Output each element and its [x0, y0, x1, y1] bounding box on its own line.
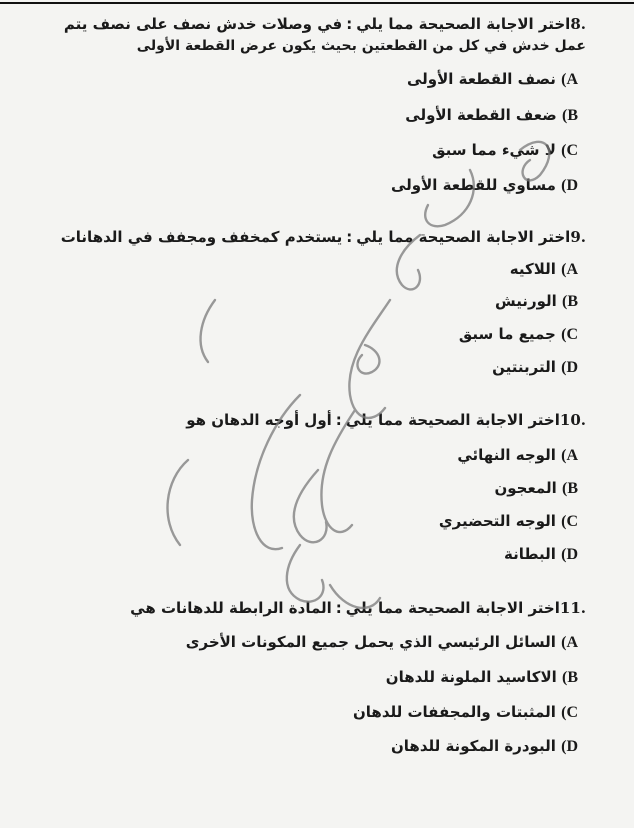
stamp-stroke — [201, 300, 215, 362]
option-8-d — [391, 176, 586, 195]
option-text: السائل الرئيسي الذي يحمل جميع المكونات الأخرى — [185, 633, 556, 651]
stamp-stroke — [168, 460, 188, 545]
option-letter: A) — [561, 447, 578, 464]
option-letter: C) — [561, 326, 578, 343]
option-8-c — [432, 141, 586, 160]
question-text: المادة الرابطة للدهانات هي — [130, 599, 332, 617]
option-text: البودرة المكونة للدهان — [390, 737, 556, 755]
question-9-stem — [61, 227, 586, 247]
question-10-stem — [186, 410, 586, 430]
question-prefix: اختر الاجابة الصحيحة مما يلي — [345, 599, 560, 617]
question-9 — [61, 227, 586, 247]
option-text: الاكاسيد الملونة للدهان — [385, 668, 557, 686]
option-text: مساوي للقطعة الأولى — [391, 176, 556, 194]
option-letter: D) — [561, 546, 578, 563]
option-letter: A) — [561, 261, 578, 278]
question-separator: : — [346, 228, 353, 246]
option-text: التربنتين — [492, 358, 556, 376]
option-letter: A) — [561, 71, 578, 88]
option-letter: A) — [561, 634, 578, 651]
option-text: الوجه النهائي — [457, 446, 556, 464]
option-11-b — [386, 668, 586, 687]
option-8-a — [407, 70, 586, 89]
question-8 — [64, 14, 586, 56]
question-number: .9 — [570, 228, 586, 246]
option-text: نصف القطعة الأولى — [406, 70, 556, 88]
top-rule — [0, 2, 634, 4]
option-text: ضعف القطعة الأولى — [405, 106, 557, 124]
question-prefix: اختر الاجابة الصحيحة مما يلي — [356, 15, 571, 33]
question-10 — [186, 410, 586, 430]
stamp-stroke — [349, 300, 390, 418]
question-text: أول أوجه الدهان هو — [186, 411, 332, 429]
option-9-c — [459, 325, 586, 344]
option-letter: C) — [561, 513, 578, 530]
question-separator: : — [335, 411, 342, 429]
option-10-a — [457, 446, 586, 465]
option-10-b — [494, 479, 586, 498]
option-text: البطانة — [504, 545, 556, 563]
question-number: .11 — [559, 599, 586, 617]
question-number: .10 — [559, 411, 586, 429]
option-letter: C) — [561, 142, 578, 159]
option-9-a — [510, 260, 586, 279]
option-8-b — [405, 106, 586, 125]
option-text: المثبتات والمجففات للدهان — [353, 703, 556, 721]
option-10-c — [439, 512, 586, 531]
question-number: .8 — [570, 15, 586, 33]
option-text: اللاكيه — [509, 260, 556, 278]
option-letter: B) — [562, 293, 578, 310]
option-letter: B) — [562, 480, 578, 497]
stamp-stroke — [357, 345, 379, 374]
question-8-stem-line2: عمل خدش في كل من القطعتين بحيث يكون عرض القطعة الأولى — [136, 38, 586, 54]
option-11-a — [186, 633, 586, 652]
option-text: لا شيء مما سبق — [432, 141, 556, 159]
option-letter: B) — [562, 669, 578, 686]
stamp-stroke — [294, 470, 327, 542]
option-letter: C) — [561, 704, 578, 721]
question-text: يستخدم كمخفف ومجفف في الدهانات — [60, 228, 343, 246]
option-text: الورنيش — [494, 292, 557, 310]
option-10-d — [504, 545, 586, 564]
question-separator: : — [346, 15, 353, 33]
option-letter: B) — [562, 107, 578, 124]
option-text: الوجه التحضيري — [438, 512, 556, 530]
question-separator: : — [335, 599, 342, 617]
question-11 — [130, 598, 586, 618]
stamp-stroke — [287, 545, 324, 602]
option-text: جميع ما سبق — [458, 325, 556, 343]
option-letter: D) — [561, 177, 578, 194]
option-text: المعجون — [494, 479, 557, 497]
option-9-d — [492, 358, 586, 377]
option-11-d — [391, 737, 586, 756]
question-prefix: اختر الاجابة الصحيحة مما يلي — [345, 411, 560, 429]
question-11-stem — [130, 598, 586, 618]
question-text: في وصلات خدش نصف على نصف يتم — [63, 15, 343, 33]
option-letter: D) — [561, 359, 578, 376]
option-9-b — [495, 292, 586, 311]
question-8-stem — [64, 14, 586, 34]
option-11-c — [353, 703, 586, 722]
question-prefix: اختر الاجابة الصحيحة مما يلي — [356, 228, 571, 246]
option-letter: D) — [561, 738, 578, 755]
